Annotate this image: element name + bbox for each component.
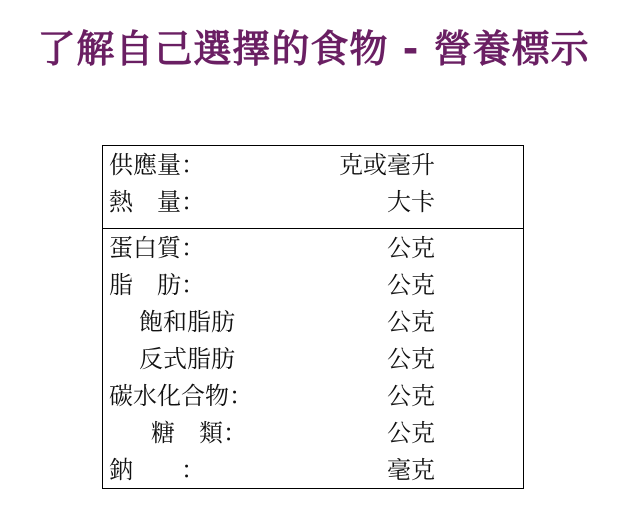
- sugars-row: [103, 416, 523, 450]
- carbohydrate-unit: 公克: [387, 382, 435, 410]
- calories-label: 熱 量：: [109, 188, 205, 216]
- calories-unit: 大卡: [387, 188, 435, 216]
- sodium-unit: 毫克: [387, 456, 435, 484]
- saturated-fat-row: [103, 305, 523, 339]
- fat-label: 脂 肪：: [109, 271, 205, 299]
- protein-row: [103, 231, 523, 265]
- header-divider: [103, 228, 523, 229]
- sodium-label: 鈉 ：: [109, 456, 205, 484]
- saturated-fat-unit: 公克: [387, 308, 435, 336]
- serving-size-label: 供應量：: [109, 151, 205, 179]
- protein-label: 蛋白質：: [109, 234, 205, 262]
- slide-title: 了解自己選擇的食物 - 營養標示: [37, 27, 590, 71]
- serving-size-row: [103, 148, 523, 182]
- trans-fat-label: 反式脂肪: [139, 345, 235, 373]
- saturated-fat-label: 飽和脂肪: [139, 308, 235, 336]
- protein-unit: 公克: [387, 234, 435, 262]
- nutrition-label: [102, 145, 524, 489]
- sugars-label: 糖 類：: [151, 419, 247, 447]
- trans-fat-row: [103, 342, 523, 376]
- carbohydrate-row: [103, 379, 523, 413]
- serving-size-unit: 克或毫升: [339, 151, 435, 179]
- fat-unit: 公克: [387, 271, 435, 299]
- carbohydrate-label: 碳水化合物：: [109, 382, 253, 410]
- calories-row: [103, 185, 523, 219]
- sugars-unit: 公克: [387, 419, 435, 447]
- fat-row: [103, 268, 523, 302]
- sodium-row: [103, 453, 523, 487]
- trans-fat-unit: 公克: [387, 345, 435, 373]
